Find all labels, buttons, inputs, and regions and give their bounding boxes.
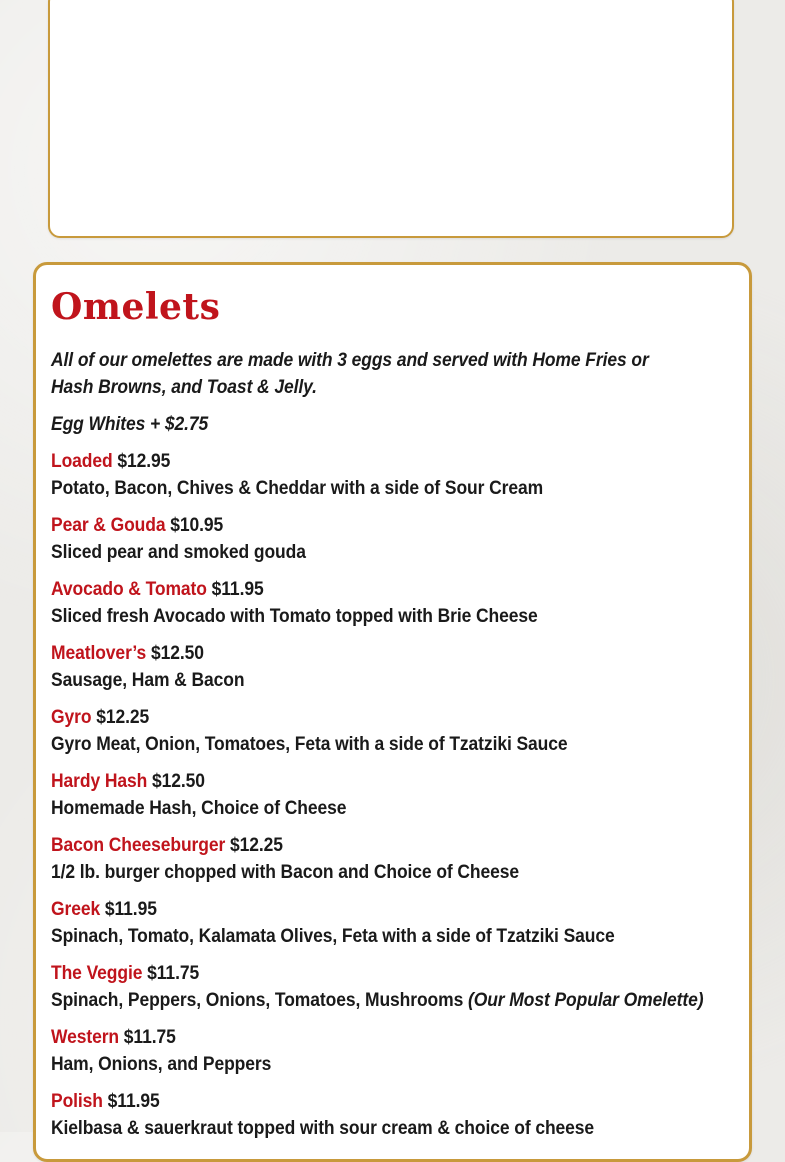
- menu-item-description-text: Sliced fresh Avocado with Tomato topped with Brie Cheese: [51, 606, 538, 627]
- menu-item: [51, 960, 704, 1014]
- menu-item-description-text: Sliced pear and smoked gouda: [51, 542, 306, 563]
- menu-item-price: $12.50: [150, 643, 204, 664]
- section-intro: All of our omelettes are made with 3 eggs and served with Home Fries or Hash Browns, and Toast & Jelly.: [51, 350, 649, 398]
- menu-item-description: [51, 731, 686, 758]
- menu-item-name: The Veggie: [51, 963, 143, 984]
- section-title: Omelets: [51, 286, 221, 328]
- menu-item-description: [51, 603, 686, 630]
- menu-item-price: $12.25: [96, 707, 150, 728]
- menu-item-name: Pear & Gouda: [51, 515, 166, 536]
- menu-item-description: [51, 987, 704, 1014]
- menu-item-description: [51, 859, 686, 886]
- menu-item-description-text: Homemade Hash, Choice of Cheese: [51, 798, 347, 819]
- menu-item-price: $12.50: [152, 771, 205, 792]
- menu-item-name: Avocado & Tomato: [51, 579, 207, 600]
- menu-item-price: $10.95: [170, 515, 224, 536]
- menu-item-name: Bacon Cheeseburger: [51, 835, 226, 856]
- menu-item-name: Meatlover’s: [51, 643, 147, 664]
- top-content-panel: [48, 0, 734, 238]
- menu-item-description: [51, 1051, 686, 1078]
- menu-item-description: [51, 475, 686, 502]
- menu-item-description: [51, 667, 686, 694]
- menu-item: [51, 1024, 686, 1078]
- menu-item-description: [51, 539, 686, 566]
- menu-item-description-text: Kielbasa & sauerkraut topped with sour cream & choice of cheese: [51, 1118, 595, 1139]
- menu-item-description-text: Potato, Bacon, Chives & Cheddar with a side of Sour Cream: [51, 478, 544, 499]
- menu-content: [51, 347, 704, 1152]
- menu-item-description-text: Gyro Meat, Onion, Tomatoes, Feta with a side of Tzatziki Sauce: [51, 734, 568, 755]
- menu-item: [51, 896, 686, 950]
- menu-item-price: $11.95: [211, 579, 264, 600]
- egg-whites-upcharge: Egg Whites + $2.75: [51, 414, 209, 435]
- menu-item-price: $12.95: [117, 451, 171, 472]
- menu-item-price: $11.75: [147, 963, 200, 984]
- menu-item-name: Gyro: [51, 707, 92, 728]
- menu-item-name: Polish: [51, 1091, 103, 1112]
- menu-item: [51, 704, 686, 758]
- menu-item-description-text: Spinach, Peppers, Onions, Tomatoes, Mushrooms: [51, 990, 464, 1011]
- menu-item: [51, 768, 686, 822]
- menu-item-description: [51, 923, 686, 950]
- menu-item-name: Loaded: [51, 451, 113, 472]
- menu-item-description-text: 1/2 lb. burger chopped with Bacon and Choice of Cheese: [51, 862, 520, 883]
- menu-item-price: $12.25: [229, 835, 283, 856]
- menu-item: [51, 832, 686, 886]
- menu-item-description-text: Sausage, Ham & Bacon: [51, 670, 245, 691]
- menu-item-name: Hardy Hash: [51, 771, 148, 792]
- menu-item: [51, 1088, 686, 1142]
- menu-item-price: $11.75: [123, 1027, 176, 1048]
- menu-item: [51, 448, 686, 502]
- menu-item-description: [51, 1115, 686, 1142]
- menu-item-name: Western: [51, 1027, 120, 1048]
- menu-item: [51, 512, 686, 566]
- menu-item-description-text: Ham, Onions, and Peppers: [51, 1054, 272, 1075]
- menu-item-price: $11.95: [104, 899, 157, 920]
- menu-item-note: (Our Most Popular Omelette): [467, 990, 704, 1011]
- menu-item-description-text: Spinach, Tomato, Kalamata Olives, Feta with a side of Tzatziki Sauce: [51, 926, 615, 947]
- menu-item: [51, 576, 686, 630]
- menu-item-price: $11.95: [107, 1091, 160, 1112]
- menu-item-name: Greek: [51, 899, 101, 920]
- menu-item: [51, 640, 686, 694]
- menu-item-list: [51, 448, 704, 1142]
- menu-item-description: [51, 795, 686, 822]
